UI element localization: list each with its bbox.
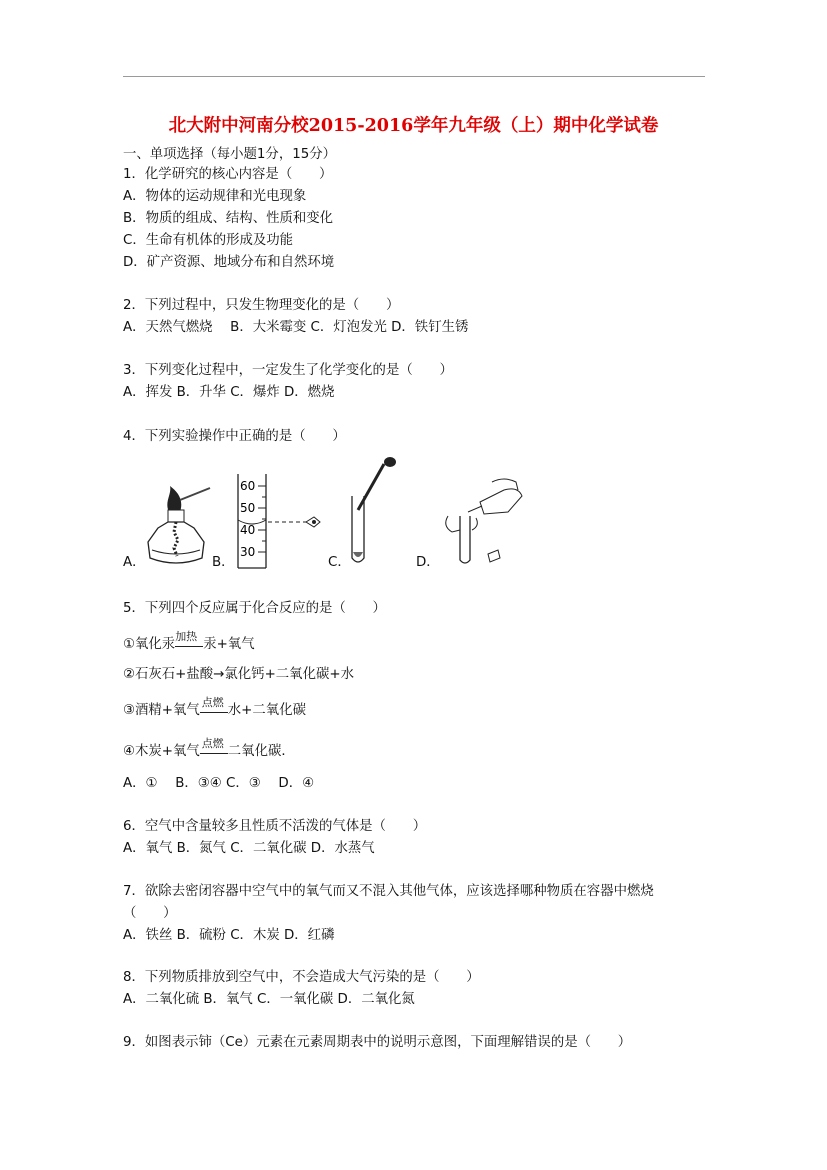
q1-option-d: D．矿产资源、地域分布和自然环境 (123, 255, 335, 270)
r1-arrow (175, 630, 203, 651)
r4-arrow (200, 737, 228, 758)
r1-right: 汞+氧气 (203, 637, 255, 652)
q4-label-d: D． (416, 555, 440, 570)
q6-stem: 6．空气中含量较多且性质不活泼的气体是（ ） (123, 819, 427, 834)
section-heading: 一、单项选择（每小题1分，15分） (123, 147, 337, 162)
tick-label-30: 30 (240, 545, 256, 559)
q6-options: A．氧气 B．氮气 C．二氧化碳 D．水蒸气 (123, 841, 375, 856)
q5-stem: 5．下列四个反应属于化合反应的是（ ） (123, 601, 386, 616)
tick-label-50: 50 (240, 501, 256, 515)
q4-label-c: C． (328, 555, 351, 570)
q1-option-b: B．物质的组成、结构、性质和变化 (123, 211, 334, 226)
q2-stem: 2．下列过程中，只发生物理变化的是（ ） (123, 298, 400, 313)
q5-reaction-2: ②石灰石+盐酸→氯化钙+二氧化碳+水 (123, 667, 354, 682)
q1-option-a: A．物体的运动规律和光电现象 (123, 189, 307, 204)
q1-stem: 1．化学研究的核心内容是（ ） (123, 167, 333, 182)
q7-paren: （ ） (123, 906, 177, 921)
q3-options: A．挥发 B．升华 C．爆炸 D．燃烧 (123, 385, 335, 400)
q4-label-a: A． (123, 555, 146, 570)
header-rule (123, 76, 705, 77)
q9-stem: 9．如图表示铈（Ce）元素在元素周期表中的说明示意图，下面理解错误的是（ ） (123, 1035, 632, 1050)
r4-condition: 点燃 (201, 737, 224, 750)
q8-options: A．二氧化硫 B．氧气 C．一氧化碳 D．二氧化氮 (123, 992, 415, 1007)
q2-options: A．天然气燃烧 B．大米霉变 C．灯泡发光 D．铁钉生锈 (123, 320, 469, 335)
q5-reaction-1 (123, 630, 255, 654)
graduated-cylinder-figure (228, 472, 328, 572)
q5-reaction-4 (123, 737, 295, 761)
alcohol-lamp-figure (144, 484, 212, 570)
r3-left: ③酒精+氧气 (123, 703, 200, 718)
r4-left: ④木炭+氧气 (123, 744, 200, 759)
q7-options: A．铁丝 B．硫粉 C．木炭 D．红磷 (123, 928, 335, 943)
tick-label-60: 60 (240, 479, 256, 493)
dropper-test-tube-figure (344, 454, 408, 570)
r4-right: 二氧化碳． (227, 744, 295, 759)
tick-label-40: 40 (240, 523, 256, 537)
pouring-liquid-figure (432, 472, 528, 568)
q3-stem: 3．下列变化过程中，一定发生了化学变化的是（ ） (123, 363, 453, 378)
q4-label-b: B． (212, 555, 235, 570)
page-title: 北大附中河南分校2015-2016学年九年级（上）期中化学试卷 (168, 116, 659, 136)
q8-stem: 8．下列物质排放到空气中，不会造成大气污染的是（ ） (123, 970, 480, 985)
r3-condition: 点燃 (201, 696, 224, 709)
q5-options: A．① B．③④ C．③ D．④ (123, 776, 315, 791)
q1-option-c: C．生命有机体的形成及功能 (123, 233, 294, 248)
q5-reaction-3 (123, 696, 306, 720)
q7-stem: 7．欲除去密闭容器中空气中的氧气而又不混入其他气体，应该选择哪种物质在容器中燃烧 (123, 884, 654, 899)
q4-stem: 4．下列实验操作中正确的是（ ） (123, 429, 346, 444)
r1-left: ①氧化汞 (123, 637, 176, 652)
r3-right: 水+二氧化碳 (227, 703, 306, 718)
r3-arrow (200, 696, 228, 717)
r1-condition: 加热 (175, 630, 198, 643)
